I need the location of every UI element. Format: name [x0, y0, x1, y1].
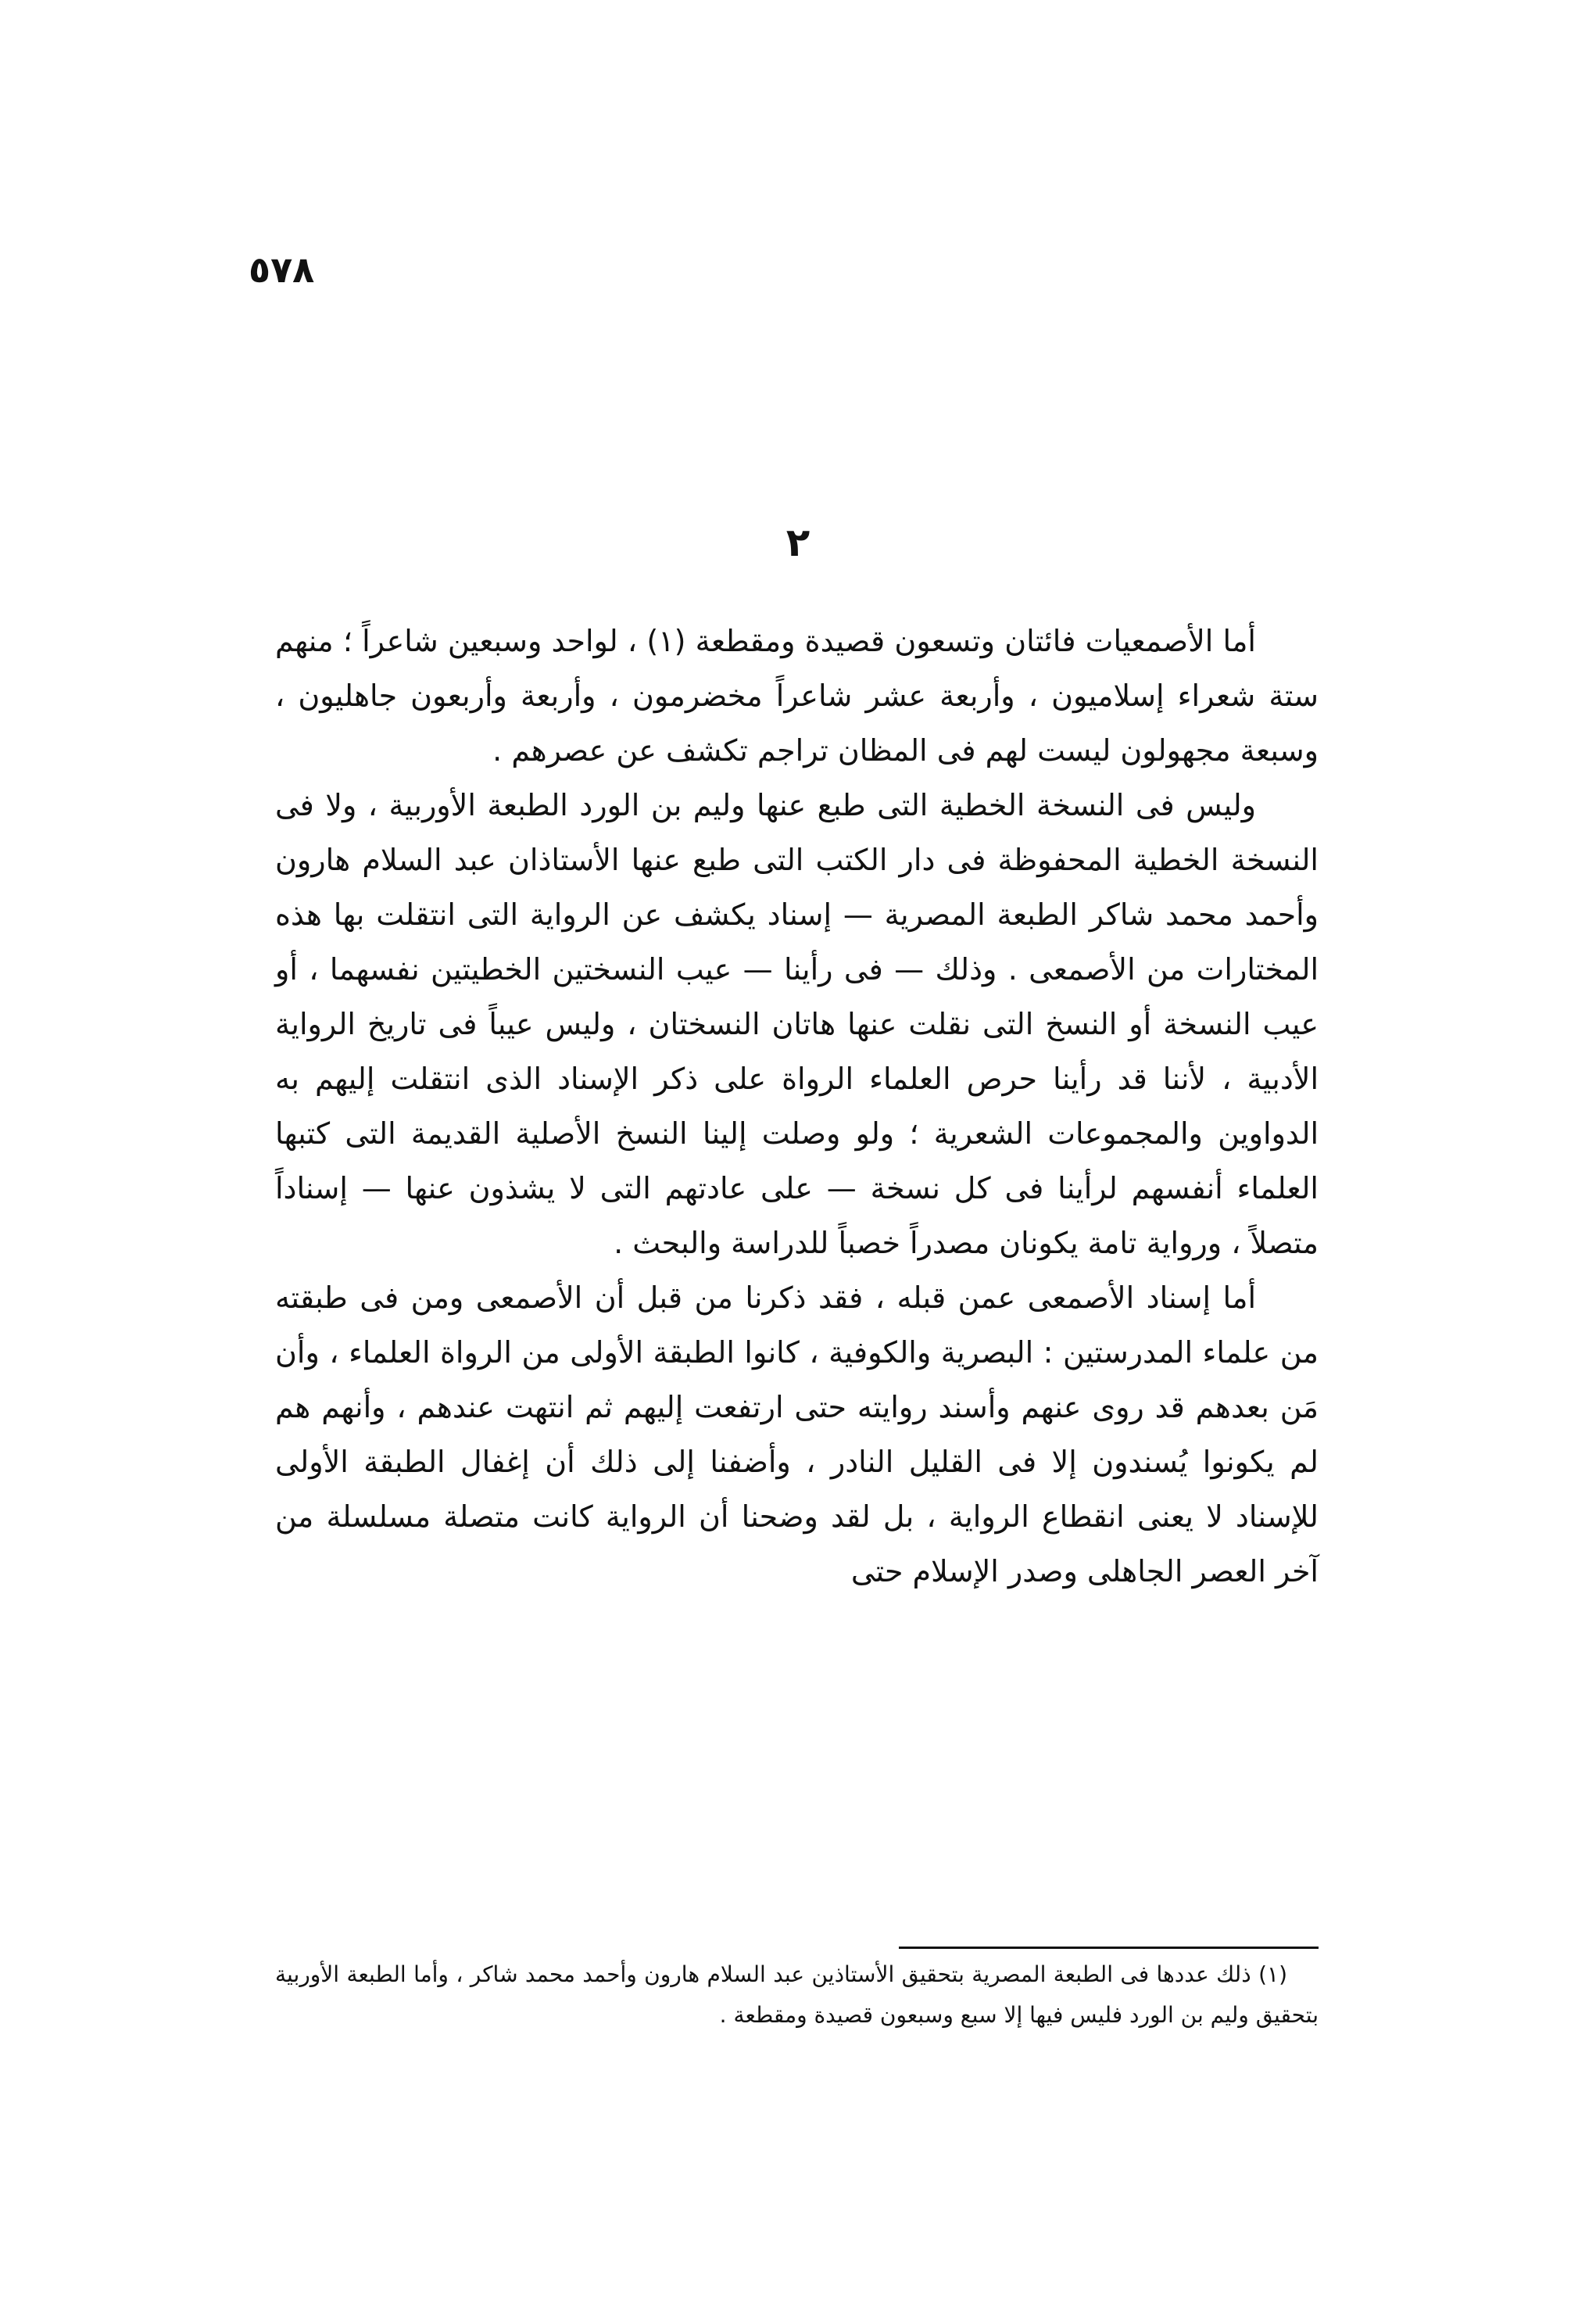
- section-number: ٢: [785, 520, 811, 565]
- paragraph: أما الأصمعيات فائتان وتسعون قصيدة ومقطعة (١) ، لواحد وسبعين شاعراً ؛ منهم ستة شعراء إسلاميون ، وأربعة عشر شاعراً مخضرمون ، وأربعة وأربعون جاهليون ، وسبعة مجهولون ليست لهم فى المظان تراجم تكشف عن عصرهم .: [275, 624, 1319, 768]
- footnote: (١) ذلك عددها فى الطبعة المصرية بتحقيق الأستاذين عبد السلام هارون وأحمد محمد شاكر ، وأما الطبعة الأوربية بتحقيق وليم بن الورد فليس فيها إلا سبع وسبعون قصيدة ومقطعة .: [275, 1961, 1319, 2028]
- footnotes: [275, 1954, 1319, 2036]
- footnote-separator: [899, 1947, 1319, 1949]
- main-text: [275, 614, 1319, 1599]
- page-number: ٥٧٨: [249, 249, 315, 291]
- paragraph: وليس فى النسخة الخطية التى طبع عنها وليم بن الورد الطبعة الأوربية ، ولا فى النسخة الخطية المحفوظة فى دار الكتب التى طبع عنها الأستاذان عبد السلام هارون وأحمد محمد شاكر الطبعة المصرية — إسناد يكشف عن الرواية التى انتقلت بها هذه المختارات من الأصمعى . وذلك — فى رأينا — عيب النسختين الخطيتين نفسهما ، أو عيب النسخة أو النسخ التى نقلت عنها هاتان النسختان ، وليس عيباً فى تاريخ الرواية الأدبية ، لأننا قد رأينا حرص العلماء الرواة على ذكر الإسناد الذى انتقلت إليهم به الدواوين والمجموعات الشعرية ؛ ولو وصلت إلينا النسخ الأصلية القديمة التى كتبها العلماء أنفسهم لرأينا فى كل نسخة — على عادتهم التى لا يشذون عنها — إسناداً متصلاً ، ورواية تامة يكونان مصدراً خصباً للدراسة والبحث .: [275, 788, 1319, 1260]
- paragraph: أما إسناد الأصمعى عمن قبله ، فقد ذكرنا من قبل أن الأصمعى ومن فى طبقته من علماء المدرستين : البصرية والكوفية ، كانوا الطبقة الأولى من الرواة العلماء ، وأن مَن بعدهم قد روى عنهم وأسند روايته حتى ارتفعت إليهم ثم انتهت عندهم ، وأنهم هم لم يكونوا يُسندون إلا فى القليل النادر ، وأضفنا إلى ذلك أن إغفال الطبقة الأولى للإسناد لا يعنى انقطاع الرواية ، بل لقد وضحنا أن الرواية كانت متصلة مسلسلة من آخر العصر الجاهلى وصدر الإسلام حتى: [275, 1280, 1319, 1588]
